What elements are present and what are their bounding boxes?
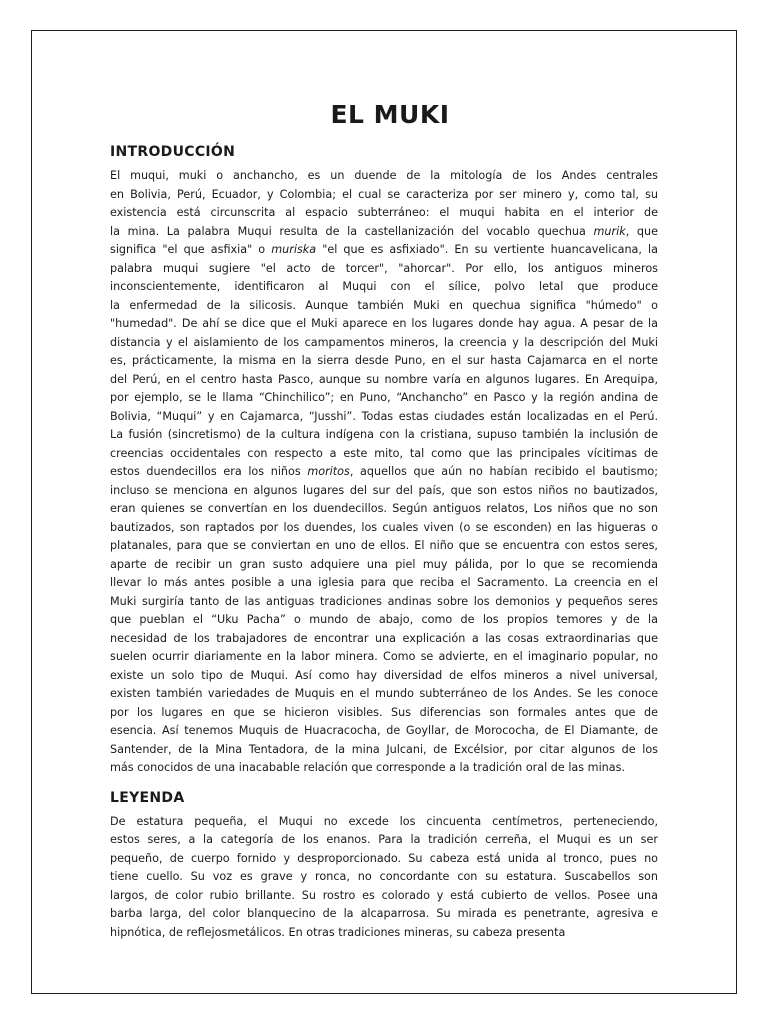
- text-line: aparte de recibir un gran susto adquiere una piel muy pálida, por lo que se recomienda: [110, 557, 658, 571]
- text-line: es, prácticamente, la misma en la sierra desde Puno, en el sur hasta Cajamarca en el norte: [110, 354, 658, 367]
- text-line: hipnótica, de reflejosmetálicos. En otras tradiciones mineras, su cabeza presenta: [110, 925, 566, 939]
- section-paragraph-leyenda: [110, 813, 658, 943]
- text-line: pequeño, de cuerpo fornido y desproporcionado. Su cabeza está unida al tronco, pues no: [110, 851, 658, 865]
- text-line: "humedad". De ahí se dice que el Muki aparece en los lugares donde hay agua. A pesar de la: [110, 317, 658, 330]
- text-line: que pueblan el “Uku Pacha” o mundo de abajo, como de los propios temores y de la: [110, 613, 658, 626]
- text-line: barba larga, del color blanquecino de la alcaparrosa. Su mirada es penetrante, agresiva e: [110, 907, 658, 920]
- text-line: del Perú, en el centro hasta Pasco, aunque su nombre varía en algunos lugares. En Arequipa,: [110, 372, 658, 386]
- text-line: por ejemplo, se le llama “Chinchilico”; en Puno, “Anchancho” en Pasco y la región andina de: [110, 391, 658, 404]
- text-line: distancia y el aislamiento de los campamentos mineros, la creencia y la descripción del Muki: [110, 335, 658, 349]
- text-line: existe un solo tipo de Muqui. Así como hay diversidad de elfos mineros a nivel universal,: [110, 668, 658, 682]
- text-line: inconscientemente, identificaron al Muqui con el sílice, polvo letal que produce: [110, 280, 658, 293]
- text-line: existen también variedades de Muquis en el mundo subterráneo de los Andes. Se les conoce: [110, 687, 658, 700]
- text-line: palabra muqui sugiere "el acto de torcer", "ahorcar". Por ello, los antiguos mineros: [110, 261, 658, 275]
- text-line: existencia está circunscrita al espacio subterráneo: el muqui habita en el interior de: [110, 206, 658, 219]
- text-line: esencia. Así tenemos Muquis de Huacracocha, de Goyllar, de Morococha, de El Diamante, de: [110, 724, 658, 737]
- text-line: El muqui, muki o anchancho, es un duende de la mitología de los Andes centrales: [110, 169, 658, 182]
- text-line: necesidad de los trabajadores de encontrar una explicación a las cosas extraordinarias que: [110, 631, 658, 645]
- text-line: la mina. La palabra Muqui resulta de la castellanización del vocablo quechua murik, que: [110, 224, 659, 238]
- text-line: estos seres, a la categoría de los enanos. Para la tradición cerreña, el Muqui es un ser: [110, 833, 658, 846]
- text-line: estos duendecillos era los niños moritos, aquellos que aún no habían recibido el bautismo;: [110, 465, 658, 478]
- text-line: largos, de color rubio brillante. Su rostro es colorado y está cubierto de vellos. Posee una: [110, 888, 658, 902]
- text-line: De estatura pequeña, el Muqui no excede los cincuenta centímetros, perteneciendo,: [110, 814, 658, 828]
- section-paragraph-introduccion: [110, 167, 658, 778]
- text-line: Santender, de la Mina Tentadora, de la mina Julcani, de Excélsior, por citar algunos de los: [110, 742, 658, 756]
- text-line: Muki surgiría tanto de las antiguas tradiciones andinas sobre los demonios y pequeños seres: [110, 594, 658, 608]
- text-line: creencias occidentales con respecto a este mito, tal como que las principales vícitimas de: [110, 446, 658, 460]
- section-heading-leyenda: LEYENDA: [110, 789, 185, 806]
- text-line: suelen ocurrir diariamente en la labor minera. Como se advierte, en el imaginario popular, no: [110, 650, 658, 663]
- text-line: incluso se menciona en algunos lugares del sur del país, que son estos niños no bautizados,: [110, 483, 658, 497]
- text-line: Bolivia, “Muqui” y en Cajamarca, “Jusshi”. Todas estas ciudades están localizadas en el Perú.: [110, 409, 658, 423]
- document-title: EL MUKI: [330, 100, 450, 129]
- document-body: [110, 98, 658, 942]
- text-line: más conocidos de una inacabable relación que corresponde a la tradición oral de las minas.: [110, 761, 626, 774]
- text-line: platanales, para que se conviertan en uno de ellos. El niño que se encuentra con estos seres,: [110, 539, 658, 552]
- text-line: en Bolivia, Perú, Ecuador, y Colombia; el cual se caracteriza por ser minero y, como tal, su: [110, 187, 658, 201]
- text-line: llevar lo más antes posible a una iglesia para que reciba el Sacramento. La creencia en el: [110, 576, 658, 589]
- text-line: bautizados, son raptados por los duendes, los cuales viven (o se esconden) en las higueras o: [110, 520, 658, 534]
- text-line: significa "el que asfixia" o muriska "el que es asfixiado". En su vertiente huancavelicana, la: [110, 243, 659, 256]
- text-line: La fusión (sincretismo) de la cultura indígena con la cristiana, supuso también la inclusión de: [110, 428, 658, 441]
- text-line: tiene cuello. Su voz es grave y ronca, no concordante con su estatura. Suscabellos son: [110, 870, 658, 883]
- text-line: por los lugares en que se hicieron visibles. Sus diferencias son formales antes que de: [110, 705, 658, 719]
- text-line: eran quienes se convertían en los duendecillos. Según antiguos relatos, Los niños que no son: [110, 502, 658, 515]
- text-line: la enfermedad de la silicosis. Aunque también Muki en quechua significa "húmedo" o: [110, 298, 658, 312]
- section-heading-introduccion: INTRODUCCIÓN: [110, 144, 236, 160]
